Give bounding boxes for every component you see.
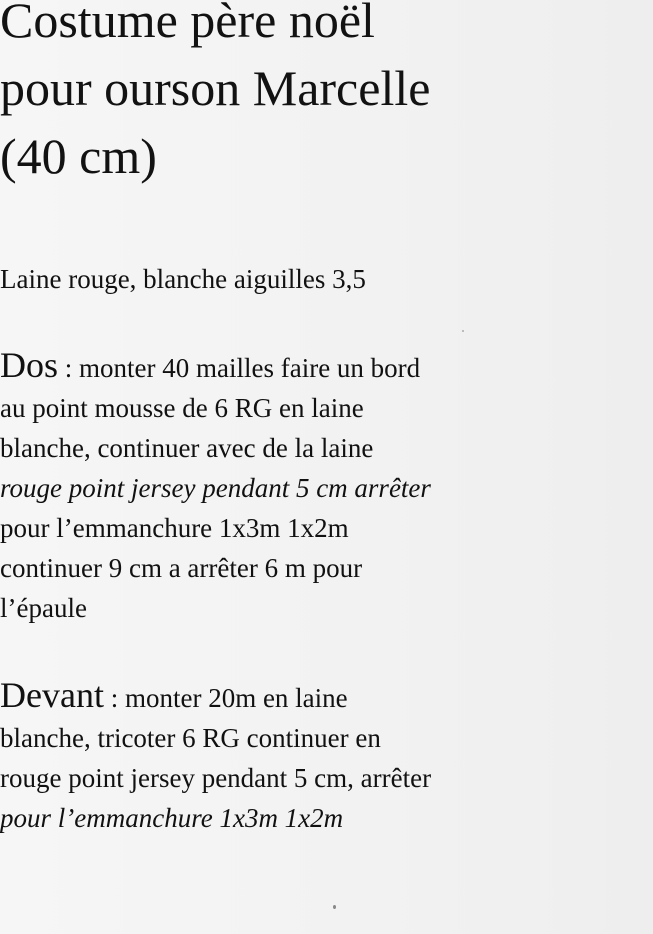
dos-text-2: au point mousse de 6 RG en laine [0,393,364,423]
title-line-2: pour ourson Marcelle [0,60,431,116]
devant-text-4: pour l’emmanchure 1x3m 1x2m [0,803,344,833]
materials-line: Laine rouge, blanche aiguilles 3,5 [0,264,366,294]
scan-speck [462,330,464,332]
dos-text-1: : monter 40 mailles faire un bord [58,353,421,383]
scan-speck [333,905,336,909]
dos-heading: Dos [0,345,59,385]
title-line-3: (40 cm) [0,128,157,184]
title-line-1: Costume père noël [0,0,375,48]
devant-text-3: rouge point jersey pendant 5 cm, arrêter [0,763,432,793]
devant-section [0,675,431,838]
devant-line-1 [0,675,431,718]
document-title [0,0,430,190]
devant-text-1: : monter 20m en laine [103,683,348,713]
dos-text-3: blanche, continuer avec de la laine [0,433,374,463]
devant-heading: Devant [0,675,104,715]
dos-text-6: continuer 9 cm a arrêter 6 m pour [0,553,363,583]
dos-text-7: l’épaule [0,593,87,623]
dos-text-5: pour l’emmanchure 1x3m 1x2m [0,513,349,543]
dos-text-4: rouge point jersey pendant 5 cm arrêter [0,473,431,503]
dos-line-1 [0,345,431,388]
dos-section [0,345,431,628]
devant-text-2: blanche, tricoter 6 RG continuer en [0,723,381,753]
